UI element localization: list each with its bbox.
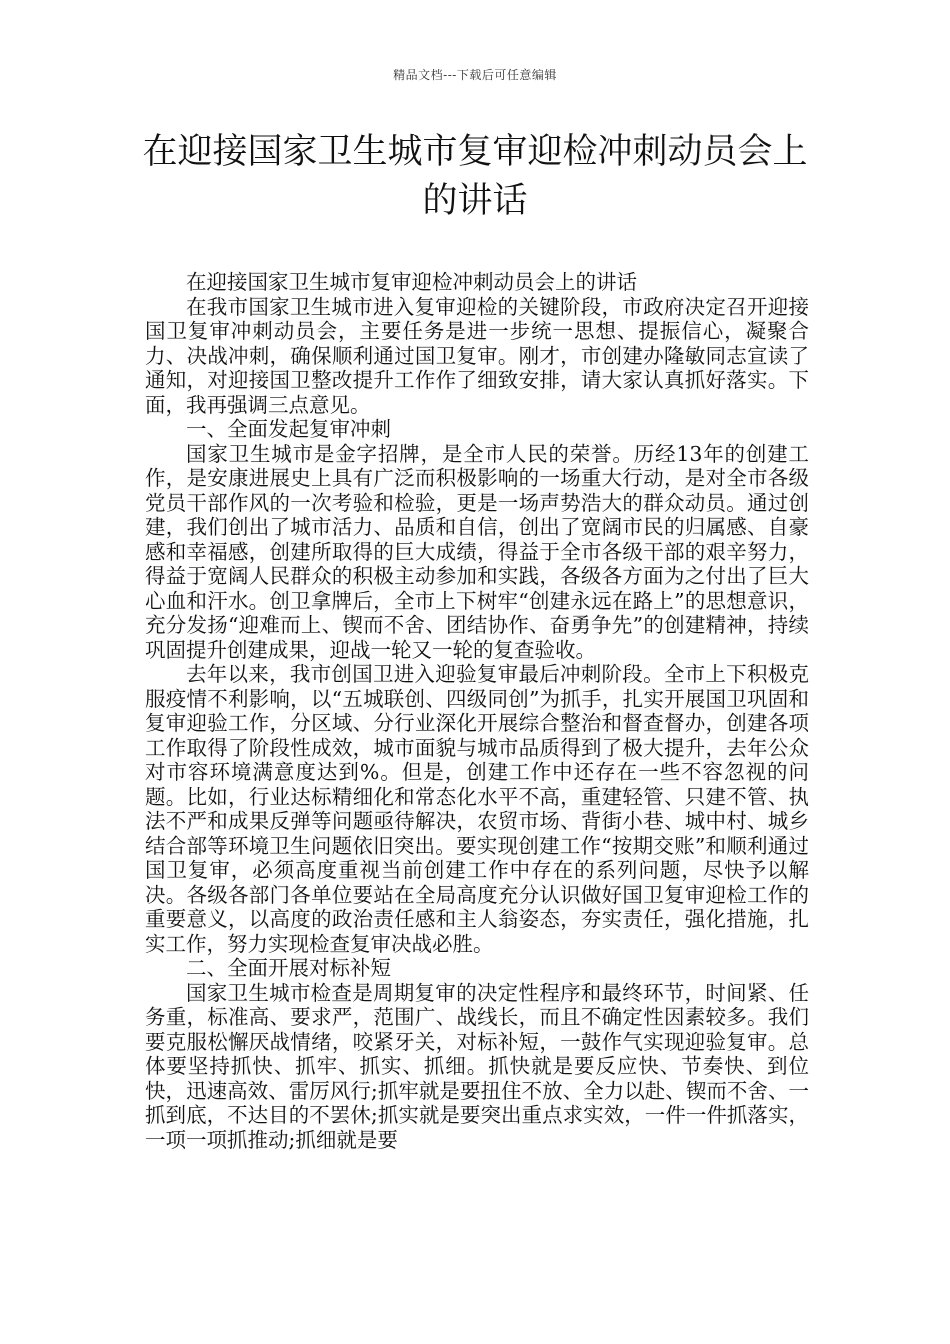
page-header-note: 精品文档---下载后可任意编辑 — [393, 68, 557, 82]
paragraph-intro: 在我市国家卫生城市进入复审迎检的关键阶段，市政府决定召开迎接国卫复审冲刺动员会，主要任务是进一步统一思想、提振信心，凝聚合力、决战冲刺，确保顺利通过国卫复审。刚才，市创建办隆敏同志宣读了通知，对迎接国卫整改提升工作作了细致安排，请大家认真抓好落实。下面，我再强调三点意见。 — [145, 294, 809, 417]
paragraph-section1-b: 去年以来，我市创国卫进入迎验复审最后冲刺阶段。全市上下积极克服疫情不利影响，以“五城联创、四级同创”为抓手，扎实开展国卫巩固和复审迎验工作，分区域、分行业深化开展综合整治和督查督办，创建各项工作取得了阶段性成效，城市面貌与城市品质得到了极大提升，去年公众对市容环境满意度达到%。但是，创建工作中还存在一些不容忽视的问题。比如，行业达标精细化和常态化水平不高，重建轻管、只建不管、执法不严和成果反弹等问题亟待解决，农贸市场、背街小巷、城中村、城乡结合部等环境卫生问题依旧突出。要实现创建工作“按期交账”和顺利通过国卫复审，必须高度重视当前创建工作中存在的系列问题，尽快予以解决。各级各部门各单位要站在全局高度充分认识做好国卫复审迎检工作的重要意义，以高度的政治责任感和主人翁姿态，夯实责任，强化措施，扎实工作，努力实现检查复审决战必胜。 — [145, 662, 809, 956]
paragraph-section2-a: 国家卫生城市检查是周期复审的决定性程序和最终环节，时间紧、任务重，标准高、要求严，范围广、战线长，而且不确定性因素较多。我们要克服松懈厌战情绪，咬紧牙关，对标补短，一鼓作气实现迎验复审。总体要坚持抓快、抓牢、抓实、抓细。抓快就是要反应快、节奏快、到位快，迅速高效、雷厉风行;抓牢就是要扭住不放、全力以赴、锲而不舍、一抓到底，不达目的不罢休;抓实就是要突出重点求实效，一件一件抓落实，一项一项抓推动;抓细就是要 — [145, 980, 809, 1152]
document-title: 在迎接国家卫生城市复审迎检冲刺动员会上的讲话 — [142, 132, 808, 221]
document-body — [145, 270, 809, 1152]
section-heading-1: 一、全面发起复审冲刺 — [186, 417, 391, 441]
section-heading-2: 二、全面开展对标补短 — [186, 956, 391, 980]
paragraph-subtitle: 在迎接国家卫生城市复审迎检冲刺动员会上的讲话 — [186, 270, 637, 294]
paragraph-section1-a: 国家卫生城市是金字招牌，是全市人民的荣誉。历经13年的创建工作，是安康进展史上具有广泛而积极影响的一场重大行动，是对全市各级党员干部作风的一次考验和检验，更是一场声势浩大的群众动员。通过创建，我们创出了城市活力、品质和自信，创出了宽阔市民的归属感、自豪感和幸福感，创建所取得的巨大成绩，得益于全市各级干部的艰辛努力，得益于宽阔人民群众的积极主动参加和实践，各级各方面为之付出了巨大心血和汗水。创卫拿牌后，全市上下树牢“创建永远在路上”的思想意识，充分发扬“迎难而上、锲而不舍、团结协作、奋勇争先”的创建精神，持续巩固提升创建成果，迎战一轮又一轮的复查验收。 — [145, 441, 809, 662]
